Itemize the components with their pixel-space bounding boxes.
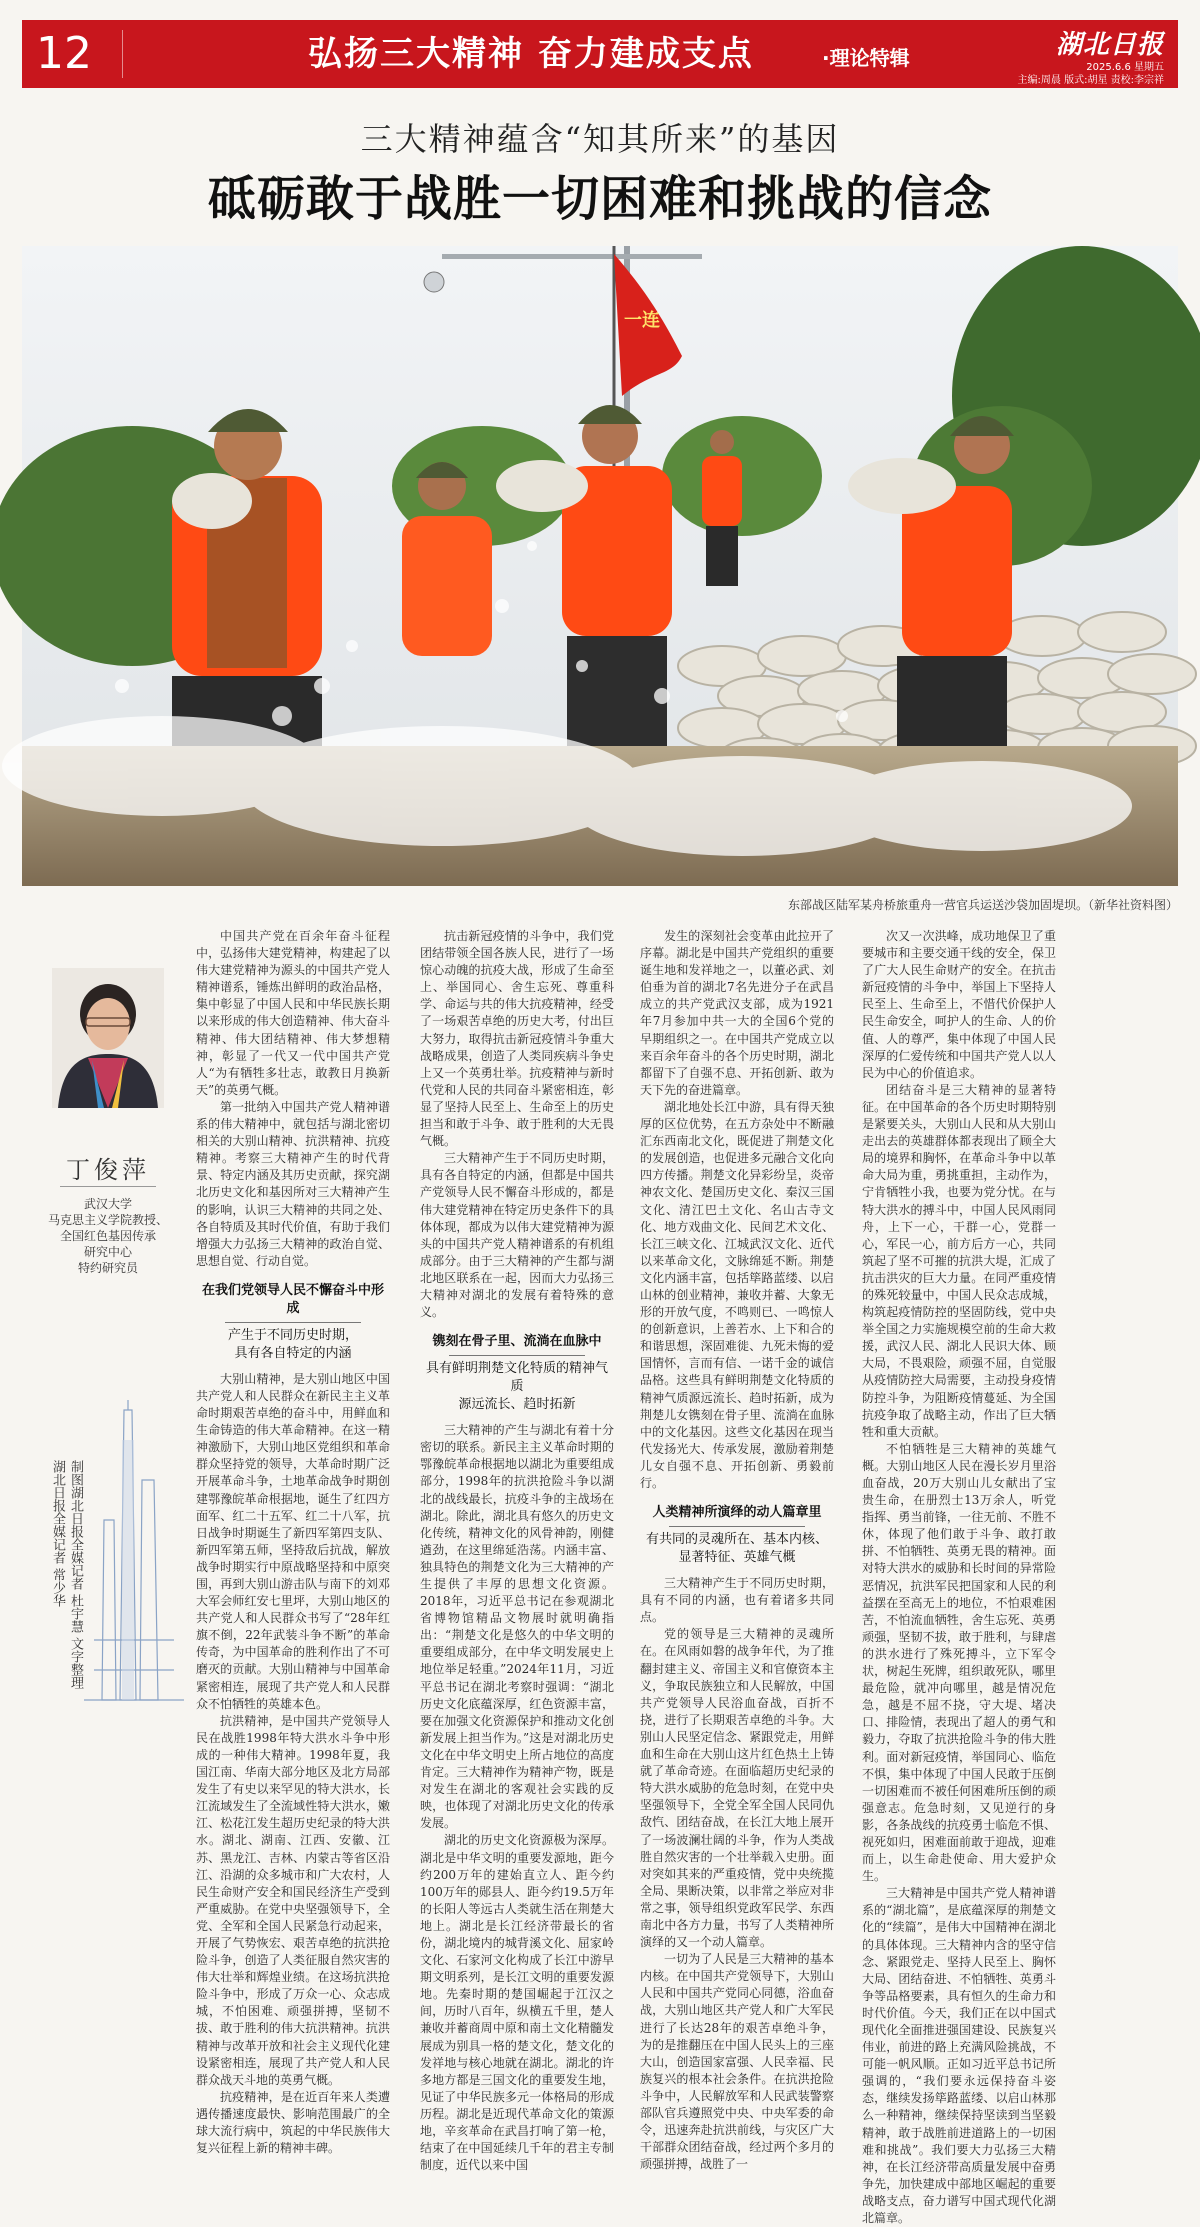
issue-date: 2025.6.6 星期五 <box>1086 62 1164 73</box>
paragraph: 三大精神的产生与湖北有着十分密切的联系。新民主主义革命时期的鄂豫皖革命根据地以湖北为重要组成部分，1998年的抗洪抢险斗争以湖北的战线最长，抗疫斗争的主战场在湖北。除此，湖北具有悠久的历史文化传统，精神文化的风骨神韵，刚健遒劲，在这里绵延浩荡。内涵丰富、独具特色的荆楚文化为三大精神的产生提供了丰厚的思想文化资源。2018年，习近平总书记在参观湖北省博物馆精品文物展时就明确指出：“荆楚文化是悠久的中华文明的重要组成部分，在中华文明发展史上地位举足轻重。”2024年11月，习近平总书记在湖北考察时强调：“湖北历史文化底蕴深厚，红色资源丰富，要在加强文化资源保护和推动文化创新发展上担当作为。”这是对湖北历史文化在中华文明史上所占地位的高度肯定。三大精神作为精神产物，既是对发生在湖北的客观社会实践的反映，也体现了对湖北历史文化的传承发展。 <box>420 1423 614 1831</box>
subheading-line: 具有鲜明荆楚文化特质的精神气质 <box>425 1361 608 1395</box>
masthead-bar <box>22 20 1178 88</box>
paragraph: 团结奋斗是三大精神的显著特征。在中国革命的各个历史时期特别是紧要关头，大别山人民和从大别山走出去的英雄群体都表现出了顾全大局的境界和胸怀，在革命斗争中以革命大局为重，勇挑重担，主动作为，宁肯牺牲小我，也要为党分忧。在与特大洪水的搏斗中，中国人民风雨同舟，上下一心，干群一心，党群一心，军民一心，前方后方一心，共同筑起了坚不可摧的抗洪大堤，汇成了抗击洪灾的巨大力量。在同严重疫情的殊死较量中，中国人民众志成城，构筑起疫情防控的坚固防线，党中央举全国之力实施规模空前的生命大救援，武汉人民、湖北人民识大体、顾大局，不畏艰险，顽强不屈，自觉服从疫情防控大局需要，主动投身疫情防控斗争，为阻断疫情蔓延、为全国抗疫争取了战略主动，作出了巨大牺牲和重大贡献。 <box>862 1082 1056 1439</box>
newspaper-logo: 湖北日报 <box>1055 30 1164 60</box>
subheading-line: 显著特征、英雄气概 <box>678 1550 796 1566</box>
paragraph: 发生的深刻社会变革由此拉开了序幕。湖北是中国共产党组织的重要诞生地和发祥地之一，以董必武、刘伯垂为首的湖北7名先进分子在武昌成立的共产党武汉支部，成为1921年7月参加中共一大的全国6个党的早期组织之一。在中国共产党成立以来百余年奋斗的各个历史时期，湖北都留下了自强不息、开拓创新、敢为天下先的奋进篇章。 <box>640 929 834 1097</box>
author-title <box>36 1196 180 1276</box>
author-name: 丁俊萍 <box>66 1156 150 1184</box>
paragraph: 抗洪精神，是中国共产党领导人民在战胜1998年特大洪水斗争中形成的一种伟大精神。1998年夏，我国江南、华南大部分地区及北方局部发生了有史以来罕见的特大洪水，长江流域发生了全流域性特大洪水，嫩江、松花江发生超历史纪录的特大洪水。湖北、湖南、江西、安徽、江苏、黑龙江、吉林、内蒙古等省区沿江、沿湖的众多城市和广大农村，人民生命财产安全和国民经济生产受到严重威胁。在党中央坚强领导下，全党、全军和全国人民紧急行动起来，开展了气势恢宏、艰苦卓绝的抗洪抢险斗争，创造了人类征服自然灾害的伟大壮举和辉煌业绩。在这场抗洪抢险斗争中，形成了万众一心、众志成城，不怕困难、顽强拼搏，坚韧不拔、敢于胜利的伟大抗洪精神。抗洪精神与改革开放和社会主义现代化建设紧密相连，展现了共产党人和人民群众战天斗地的英勇气概。 <box>196 1713 390 2087</box>
paragraph: 第一批纳入中国共产党人精神谱系的伟大精神中，就包括与湖北密切相关的大别山精神、抗洪精神、抗疫精神。考察三大精神产生的时代背景、特定内涵及其历史贡献，探究湖北历史文化和基因所对三大精神产生的影响，认识三大精神的共同之处、各自特质及其时代价值，有助于我们增强大力弘扬三大精神的政治自觉、思想自觉、行动自觉。 <box>196 1099 390 1268</box>
subheading <box>420 1333 614 1414</box>
paragraph: 三大精神产生于不同历史时期，具有不同的内涵，也有着诸多共同点。 <box>640 1576 834 1625</box>
author-title-line: 马克思主义学院教授、 <box>47 1213 168 1227</box>
flood-relief-photo <box>22 246 1178 886</box>
author-title-line: 研究中心 <box>83 1245 132 1259</box>
author-portrait <box>52 968 164 1108</box>
author-title-line: 特约研究员 <box>77 1261 138 1275</box>
paragraph: 一切为了人民是三大精神的基本内核。在中国共产党领导下，大别山人民和中国共产党同心同德，浴血奋战，大别山地区共产党人和广大军民进行了长达28年的艰苦卓绝斗争，为的是推翻压在中国人民头上的三座大山，创造国家富强、人民幸福、民族复兴的根本社会条件。在抗洪抢险斗争中，人民解放军和人民武装警察部队官兵遵照党中央、中央军委的命令，迅速奔赴抗洪前线，与灾区广大干部群众团结奋战，经过两个多月的顽强拼搏，战胜了一 <box>640 1952 834 2172</box>
subheading-title: 在我们党领导人民不懈奋斗中形成 <box>201 1282 384 1316</box>
section-title: 弘扬三大精神 奋力建成支点 <box>308 34 754 74</box>
subheading-line: 具有各自特定的内涵 <box>234 1345 352 1361</box>
paragraph: 次又一次洪峰，成功地保卫了重要城市和主要交通干线的安全，保卫了广大人民生命财产的安全。在抗击新冠疫情的斗争中，举国上下坚持人民至上、生命至上，不惜代价保护人民生命安全，呵护人的生命、人的价值、人的尊严，集中体现了中国人民深厚的仁爱传统和中国共产党人以人民为中心的价值追求。 <box>862 929 1056 1080</box>
soldiers-carrying-sandbags-illustration <box>22 246 1178 886</box>
subheading-rule <box>449 1355 585 1356</box>
paragraph: 不怕牺牲是三大精神的英雄气概。大别山地区人民在漫长岁月里浴血奋战，20万大别山儿女献出了宝贵生命，在册烈士13万余人，听党指挥、勇当前锋，一往无前、不胜不休，体现了他们敢于斗争、敢打敢拼、不怕牺牲、英勇无畏的精神。面对特大洪水的威胁和长时间的异常险恶情况，抗洪军民把国家和人民的利益摆在至高无上的地位，不怕艰难困苦，不怕流血牺牲，舍生忘死、英勇顽强，坚韧不拔，敢于胜利，与肆虐的洪水进行了殊死搏斗，立下军令状，树起生死牌，组织敢死队，哪里最危险，就冲向哪里，越是情况危急，越是不屈不挠，守大堤、堵决口、排险情，表现出了超人的勇气和毅力，夺取了抗洪抢险斗争的伟大胜利。面对新冠疫情，举国同心、临危不惧，集中体现了中国人民敢于压倒一切困难而不被任何困难所压倒的顽强意志。危急时刻，又见逆行的身影，各条战线的抗疫勇士临危不惧、视死如归，困难面前敢于迎战，迎难而上，以生命赴使命、用大爱护众生。 <box>862 1441 1056 1884</box>
editor-credits: 主编:周晨 版式:胡星 责校:李宗祥 <box>1017 75 1164 86</box>
paragraph: 党的领导是三大精神的灵魂所在。在风雨如磐的战争年代，为了推翻封建主义、帝国主义和官僚资本主义，争取民族独立和人民解放，中国共产党领导人民浴血奋战，百折不挠，进行了长期艰苦卓绝的斗争。大别山人民坚定信念、紧跟党走，用鲜血和生命在大别山这片红色热土上铸就了革命奇迹。在面临超历史纪录的特大洪水威胁的危急时刻，在党中央坚强领导下，全党全军全国人民同仇敌忾、团结奋战，在长江大地上展开了一场波澜壮阔的斗争，作为人类战胜自然灾害的一个壮举载入史册。面对突如其来的严重疫情，党中央统揽全局、果断决策，以非常之举应对非常之事，领导组织党政军民学、东西南北中各方力量，书写了人类精神所演绎的又一个动人篇章。 <box>640 1627 834 1950</box>
subheading-rule <box>225 1322 361 1323</box>
photo-caption: 东部战区陆军某舟桥旅重舟一营官兵运送沙袋加固堤坝。（新华社资料图） <box>787 898 1178 912</box>
article-headline: 砥砺敢于战胜一切困难和挑战的信念 <box>207 171 992 227</box>
article-column-4 <box>862 928 1056 2226</box>
paragraph: 三大精神是中国共产党人精神谱系的“湖北篇”，是底蕴深厚的荆楚文化的“续篇”，是伟大中国精神在湖北的具体体现。三大精神内含的坚守信念、紧跟党走、坚持人民至上、胸怀大局、团结奋进、不怕牺牲、英勇斗争等品格要素，具有恒久的生命力和时代价值。今天，我们正在以中国式现代化全面推进强国建设、民族复兴伟业，前进的路上充满风险挑战，不可能一帆风顺。正如习近平总书记所强调的，“我们要永远保持奋斗姿态，继续发扬筚路蓝缕、以启山林那么一种精神，继续保持坚读到当坚毅精神，敢于战胜前进道路上的一切困难和挑战”。我们要大力弘扬三大精神，在长江经济带高质量发展中奋勇争先，加快建成中部地区崛起的重要战略支点，奋力谱写中国式现代化湖北篇章。 <box>862 1886 1056 2226</box>
author-title-line: 全国红色基因传承 <box>59 1229 156 1243</box>
section-tag: ·理论特辑 <box>822 46 910 70</box>
production-credits: 制图湖北日报全媒记者 杜宇慧 文字整理湖北日报全媒记者 常少华 <box>50 1460 83 1690</box>
article-column-3 <box>640 928 834 2172</box>
subheading-line: 有共同的灵魂所在、基本内核、 <box>645 1532 828 1548</box>
masthead-divider <box>122 30 123 78</box>
flag-text: 一连 <box>624 310 660 331</box>
subheading-rule <box>669 1526 805 1527</box>
paragraph: 中国共产党在百余年奋斗征程中，弘扬伟大建党精神，构建起了以伟大建党精神为源头的中国共产党人精神谱系，锤炼出鲜明的政治品格，集中彰显了中国人民和中华民族长期以来形成的伟大创造精神、伟大奋斗精神、伟大团结精神、伟大梦想精神，彰显了一代又一代中国共产党人“为有牺牲多壮志，敢教日月换新天”的英勇气概。 <box>196 929 390 1097</box>
paragraph: 三大精神产生于不同历史时期，具有各自特定的内涵，但都是中国共产党领导人民不懈奋斗形成的，都是伟大建党精神在特定历史条件下的具体体现，都成为以伟大建党精神为源头的中国共产党人精神谱系的有机组成部分。由于三大精神的产生都与湖北地区联系在一起，因而大力弘扬三大精神对湖北的发展有着特殊的意义。 <box>420 1151 614 1320</box>
article-kicker: 三大精神蕴含“知其所来”的基因 <box>360 120 840 158</box>
paragraph: 湖北地处长江中游，具有得天独厚的区位优势，在五方杂处中不断融汇东西南北文化，既促进了荆楚文化的发展创造，也促进多元融合文化向四方传播。荆楚文化异彩纷呈，炎帝神农文化、楚国历史文化、秦汉三国文化、清江巴土文化、名山古寺文化、地方戏曲文化、民间艺术文化、长江三峡文化、江城武汉文化、近代以来革命文化，文脉绵延不断。荆楚文化内涵丰富，包括筚路蓝缕、以启山林的创业精神，兼收并蓄、大象无形的开放气度，不鸣则已、一鸣惊人的创新意识，上善若水、上下和合的和谐思想，深固难徙、九死未悔的爱国情怀，言而有信、一诺千金的诚信品格。这些具有鲜明荆楚文化特质的精神气质源远流长、趋时拓新，成为荆楚儿女镌刻在骨子里、流淌在血脉中的文化基因。这些文化基因在现当代发扬光大、传承发展，激励着荆楚儿女自强不息、开拓创新、勇毅前行。 <box>640 1099 834 1490</box>
author-divider <box>60 1186 156 1187</box>
page-number: 12 <box>36 28 92 79</box>
subheading-title: 镌刻在骨子里、流淌在血脉中 <box>432 1334 602 1350</box>
article-column-2 <box>420 928 614 2173</box>
subheading <box>640 1504 834 1567</box>
author-title-line: 武汉大学 <box>83 1197 132 1211</box>
paragraph: 大别山精神，是大别山地区中国共产党人和人民群众在新民主主义革命时期艰苦卓绝的奋斗中，用鲜血和生命铸造的伟大革命精神。在这一精神激励下，大别山地区党组织和革命群众坚持党的领导，大革命时期广泛开展革命斗争，土地革命战争时期创建鄂豫皖革命根据地，诞生了红四方面军、红二十五军、红二十八军，抗日战争时期诞生了新四军第四支队、新四军第五师，坚持敌后抗战，解放战争时期实行中原战略坚持和中原突围，再到大别山游击队与南下的刘邓大军会师红安七里坪，大别山地区的共产党人和人民群众书写了“28年红旗不倒，22年武装斗争不断”的革命传奇，为中国革命的胜利作出了不可磨灭的贡献。大别山精神与中国革命紧密相连，展现了共产党人和人民群众不怕牺牲的英雄本色。 <box>196 1371 390 1711</box>
paragraph: 湖北的历史文化资源极为深厚。湖北是中华文明的重要发源地，距今约200万年的建始直立人、距今约100万年的郧县人、距今约19.5万年的长阳人等远古人类就生活在荆楚大地上。湖北是长江经济带最长的省份，湖北境内的城背溪文化、屈家岭文化、石家河文化构成了长江中游早期文明系列，是长江文明的重要发源地。先秦时期的楚国崛起于江汉之间，历时八百年，纵横五千里，楚人兼收并蓄商周中原和南土文化精髓发展成为别具一格的楚文化，楚文化的发祥地与核心地就在湖北。湖北的许多地方都是三国文化的重要发生地，见证了中华民族多元一体格局的形成历程。湖北是近现代革命文化的策源地，辛亥革命在武昌打响了第一枪，结束了在中国延续几千年的君主专制制度，近代以来中国 <box>420 1833 614 2173</box>
paragraph: 抗疫精神，是在近百年来人类遭遇传播速度最快、影响范围最广的全球大流行病中，筑起的中华民族伟大复兴征程上新的精神丰碑。 <box>196 2089 390 2156</box>
skyline-tower-illustration <box>84 1400 184 1730</box>
author-portrait-illustration <box>52 968 164 1108</box>
subheading <box>196 1282 390 1363</box>
subheading-line: 产生于不同历史时期， <box>227 1327 358 1343</box>
article-column-1 <box>196 928 390 2156</box>
subheading-title: 人类精神所演绎的动人篇章里 <box>652 1505 822 1521</box>
subheading-line: 源远流长、趋时拓新 <box>458 1397 576 1413</box>
paragraph: 抗击新冠疫情的斗争中，我们党团结带领全国各族人民，进行了一场惊心动魄的抗疫大战，形成了生命至上、举国同心、舍生忘死、尊重科学、命运与共的伟大抗疫精神，经受了一场艰苦卓绝的历史大考，付出巨大努力，取得抗击新冠疫情斗争重大战略成果，创造了人类同疾病斗争史上又一个英勇壮举。抗疫精神与新时代党和人民的共同奋斗紧密相连，彰显了坚持人民至上、生命至上的历史担当和敢于斗争、敢于胜利的大无畏气概。 <box>420 929 614 1149</box>
